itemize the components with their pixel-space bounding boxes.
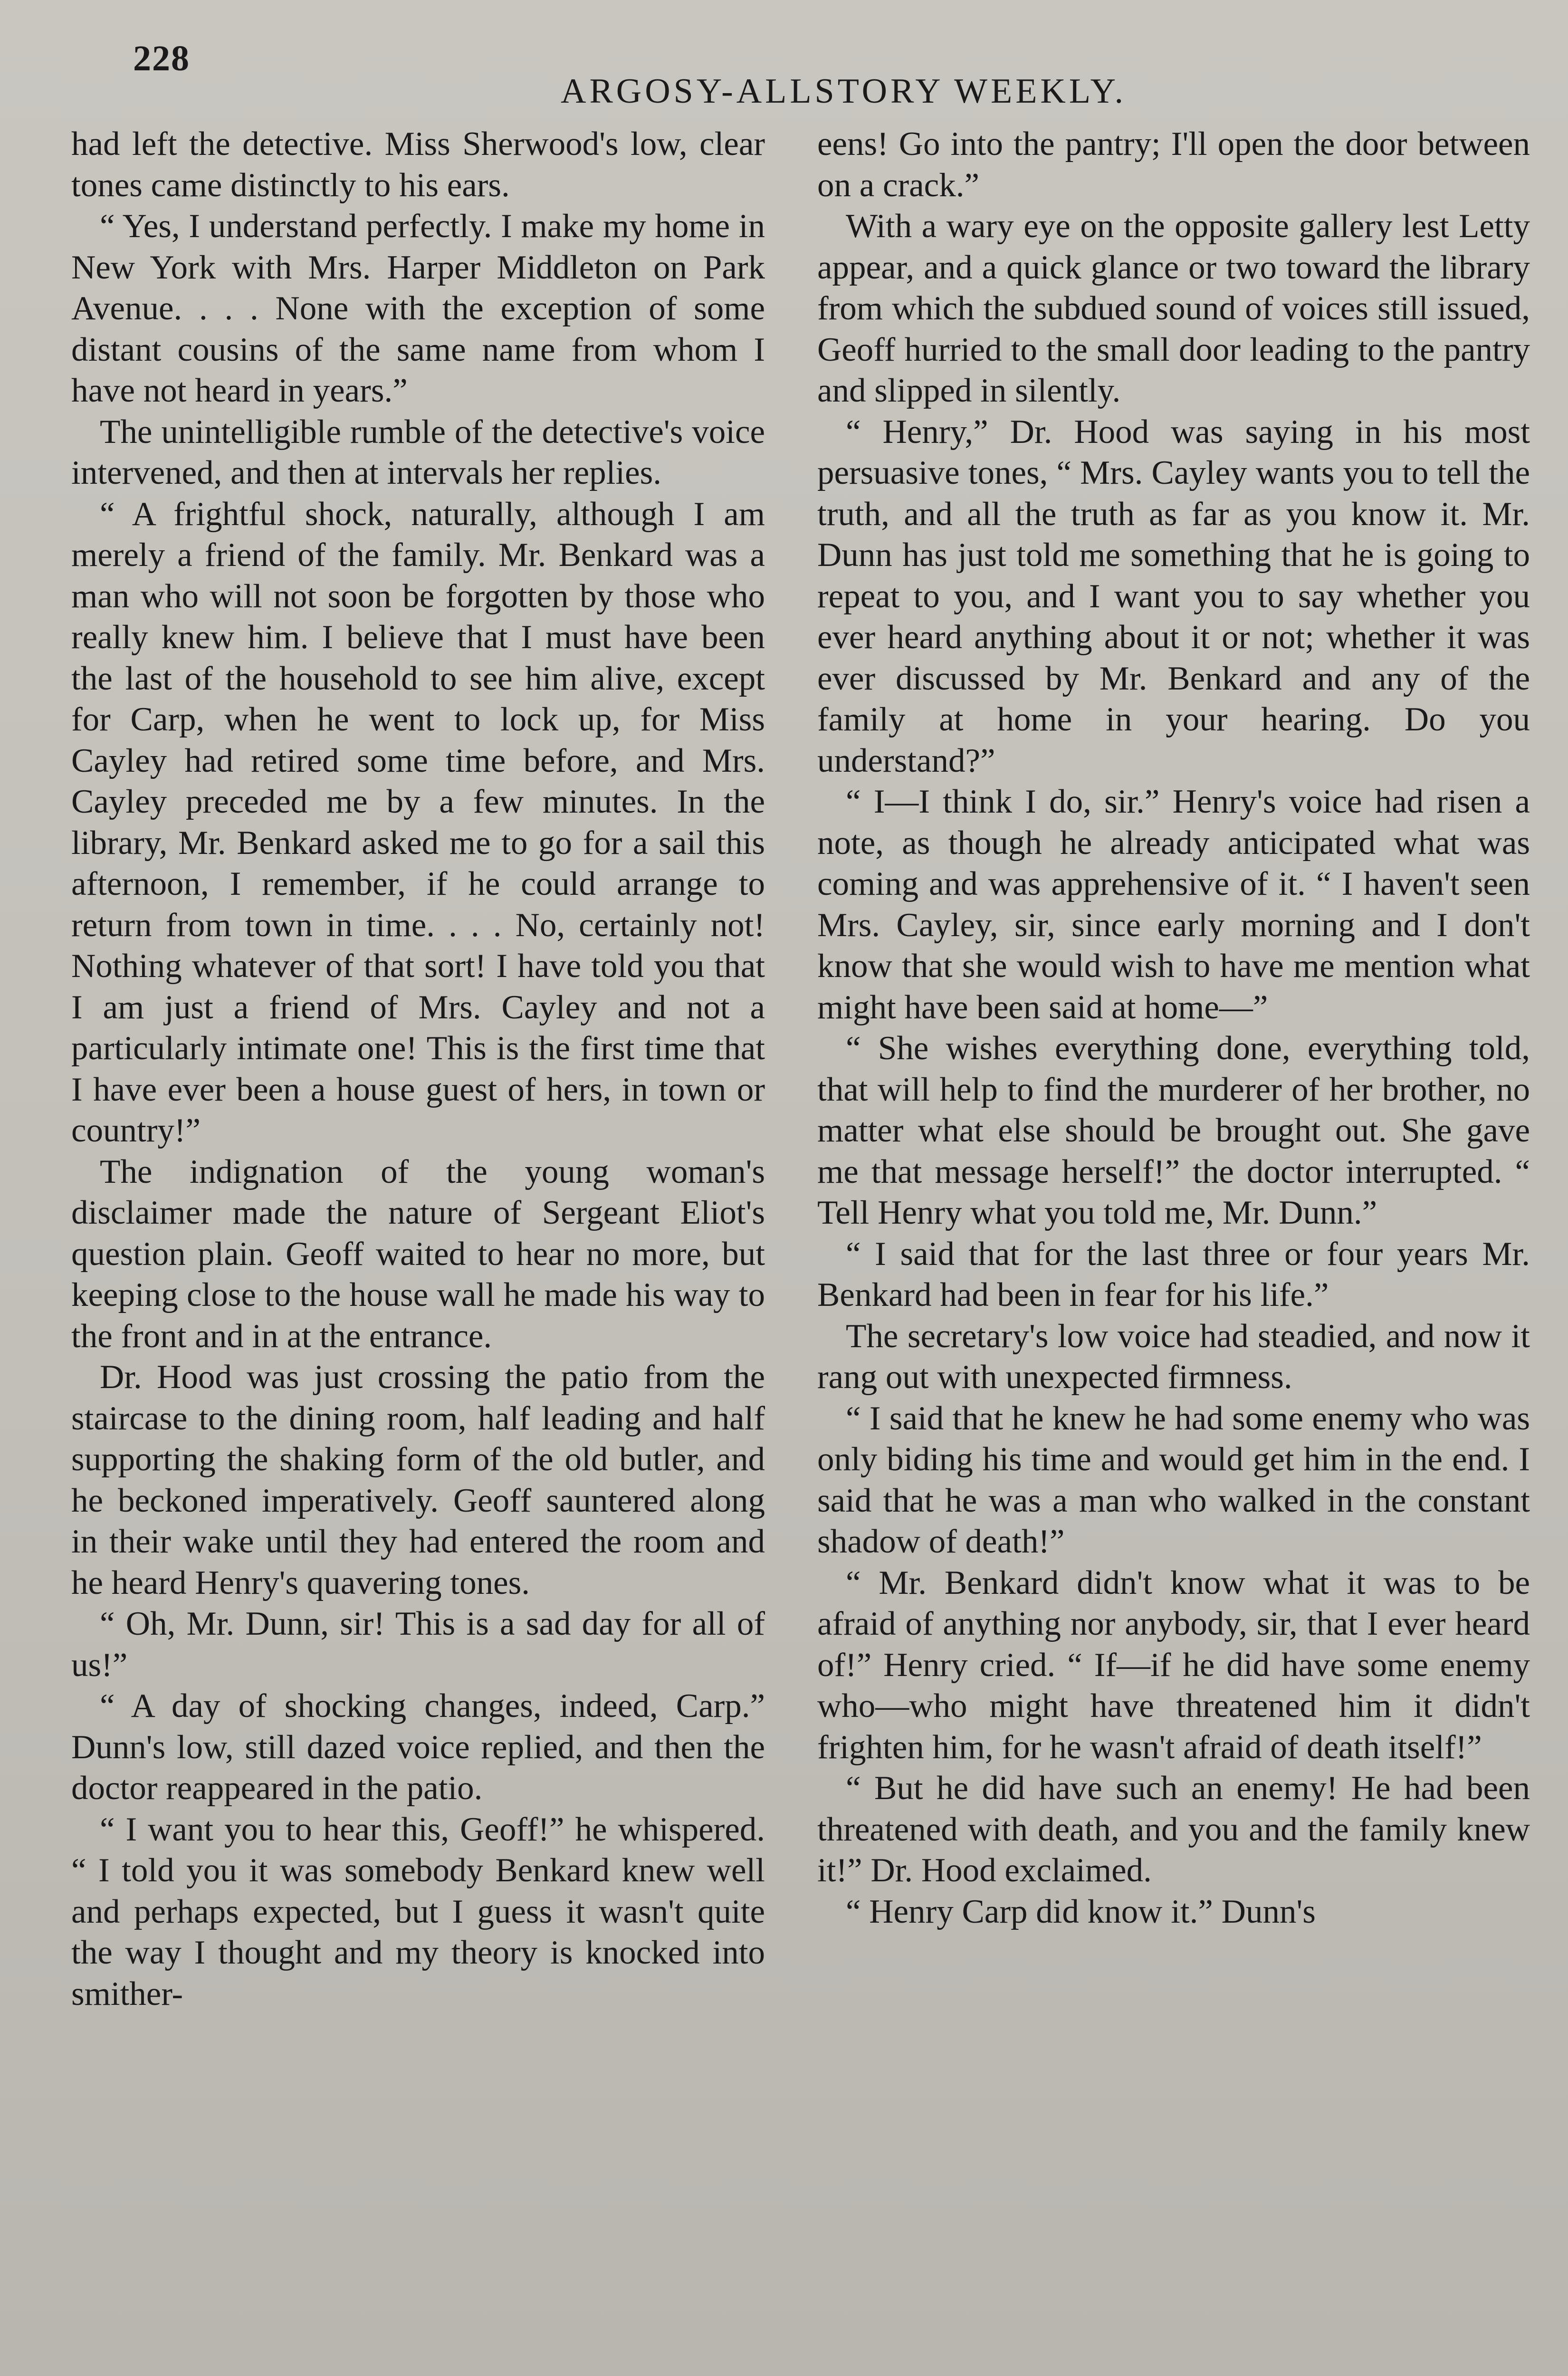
right-column: [817, 124, 1530, 2376]
paragraph: “ Yes, I understand perfectly. I make my home in New York with Mrs. Harper Middleton on Park Avenue. . . . None with the exception of some distant cousins of the same name from whom I have not heard in years.”: [71, 208, 765, 409]
paragraph: “ I—I think I do, sir.” Henry's voice had risen a note, as though he already anticipated what was coming and was apprehensive of it. “ I haven't seen Mrs. Cayley, sir, since early morning and I don't know that she would wish to have me mention what might have been said at home—”: [817, 783, 1530, 1026]
paragraph: “ A day of shocking changes, indeed, Carp.” Dunn's low, still dazed voice replied, and then the doctor reappeared in the patio.: [71, 1687, 765, 1807]
paragraph: “ Oh, Mr. Dunn, sir! This is a sad day for all of us!”: [71, 1605, 765, 1684]
paragraph: had left the detective. Miss Sherwood's low, clear tones came distinctly to his ears.: [71, 125, 765, 204]
paragraph: “ I said that he knew he had some enemy who was only biding his time and would get him in the end. I said that he was a man who walked in the constant shadow of death!”: [817, 1399, 1530, 1560]
paragraph: “ Mr. Benkard didn't know what it was to be afraid of anything nor anybody, sir, that I ever heard of!” Henry cried. “ If—if he did have some enemy who—who might have threatened him it didn't frighten him, for he wasn't afraid of death itself!”: [817, 1564, 1530, 1766]
left-column: [71, 124, 765, 2376]
paragraph: The indignation of the young woman's disclaimer made the nature of Sergeant Eliot's question plain. Geoff waited to hear no more, but keeping close to the house wall he made his way to the front and in at the entrance.: [71, 1153, 765, 1355]
paragraph: The unintelligible rumble of the detective's voice intervened, and then at intervals her replies.: [71, 413, 765, 491]
paragraph: “ Henry Carp did know it.” Dunn's: [846, 1893, 1316, 1930]
paragraph: “ I said that for the last three or four years Mr. Benkard had been in fear for his life.”: [817, 1235, 1530, 1313]
running-head: ARGOSY-ALLSTORY WEEKLY.: [561, 72, 1127, 111]
paragraph: “ She wishes everything done, everything told, that will help to find the murderer of her brother, no matter what else should be brought out. She gave me that message herself!” the doctor interrupted. “ Tell Henry what you told me, Mr. Dunn.”: [817, 1030, 1530, 1231]
paragraph: Dr. Hood was just crossing the patio from the staircase to the dining room, half leading and half supporting the shaking form of the old butler, and he beckoned imperatively. Geoff sauntered along in their wake until they had entered the room and he heard Henry's quavering tones.: [71, 1359, 765, 1601]
paragraph: eens! Go into the pantry; I'll open the door between on a crack.”: [817, 125, 1530, 204]
paragraph: “ Henry,” Dr. Hood was saying in his most persuasive tones, “ Mrs. Cayley wants you to tell the truth, and all the truth as far as you know it. Mr. Dunn has just told me something that he is going to repeat to you, and I want you to say whether you ever heard anything about it or not; whether it was ever discussed by Mr. Benkard and any of the family at home in your hearing. Do you understand?”: [817, 413, 1530, 779]
paragraph: “ A frightful shock, naturally, although I am merely a friend of the family. Mr. Benkard was a man who will not soon be forgotten by those who really knew him. I believe that I must have been the last of the household to see him alive, except for Carp, when he went to lock up, for Miss Cayley had retired some time before, and Mrs. Cayley preceded me by a few minutes. In the library, Mr. Benkard asked me to go for a sail this afternoon, I remember, if he could arrange to return from town in time. . . . No, certainly not! Nothing whatever of that sort! I have told you that I am just a friend of Mrs. Cayley and not a particularly intimate one! This is the first time that I have ever been a house guest of hers, in town or country!”: [71, 495, 765, 1149]
paragraph: “ I want you to hear this, Geoff!” he whispered. “ I told you it was somebody Benkard knew well and perhaps expected, but I guess it wasn't quite the way I thought and my theory is knocked into smither-: [71, 1811, 765, 2012]
page-number: 228: [133, 38, 190, 78]
paragraph: “ But he did have such an enemy! He had been threatened with death, and you and the family knew it!” Dr. Hood exclaimed.: [817, 1770, 1530, 1889]
paragraph: With a wary eye on the opposite gallery lest Letty appear, and a quick glance or two toward the library from which the subdued sound of voices still issued, Geoff hurried to the small door leading to the pantry and slipped in silently.: [817, 208, 1530, 409]
paragraph: The secretary's low voice had steadied, and now it rang out with unexpected firmness.: [817, 1317, 1530, 1396]
